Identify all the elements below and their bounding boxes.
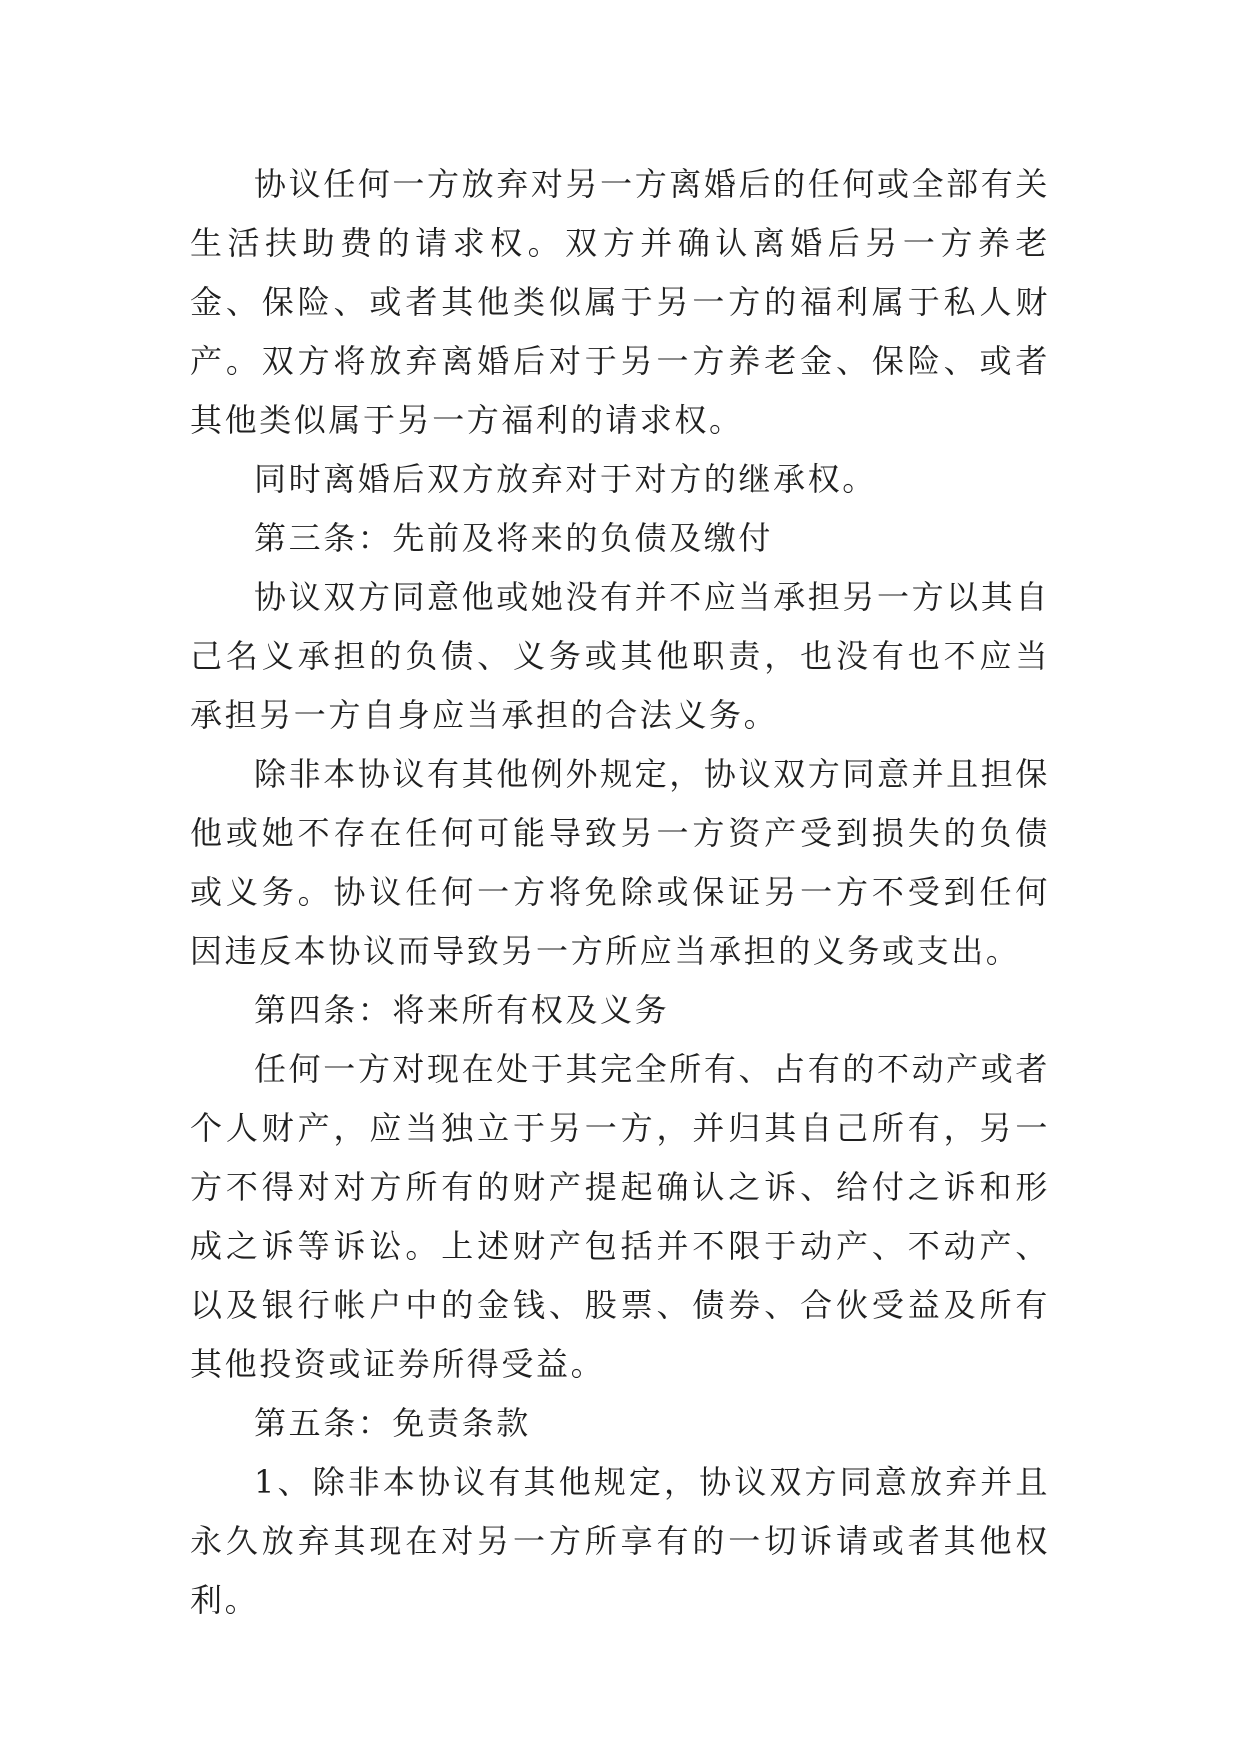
paragraph-alimony-waiver: 协议任何一方放弃对另一方离婚后的任何或全部有关生活扶助费的请求权。双方并确认离婚后另一方养老金、保险、或者其他类似属于另一方的福利属于私人财产。双方将放弃离婚后对于另一方养老金、保险、或者其他类似属于另一方福利的请求权。 <box>190 165 1050 439</box>
paragraph-inheritance-waiver: 同时离婚后双方放弃对于对方的继承权。 <box>254 460 877 498</box>
document-body <box>190 155 1050 1630</box>
article-5-heading: 第五条：免责条款 <box>254 1404 531 1442</box>
paragraph-article-4-ownership: 任何一方对现在处于其完全所有、占有的不动产或者个人财产，应当独立于另一方，并归其自己所有，另一方不得对对方所有的财产提起确认之诉、给付之诉和形成之诉等诉讼。上述财产包括并不限于动产、不动产、以及银行帐户中的金钱、股票、债券、合伙受益及所有其他投资或证券所得受益。 <box>190 1050 1050 1383</box>
paragraph-article-3-liabilities: 协议双方同意他或她没有并不应当承担另一方以其自己名义承担的负债、义务或其他职责，也没有也不应当承担另一方自身应当承担的合法义务。 <box>190 578 1050 734</box>
article-3-heading: 第三条：先前及将来的负债及缴付 <box>254 519 774 557</box>
paragraph-article-3-guarantee: 除非本协议有其他例外规定，协议双方同意并且担保他或她不存在任何可能导致另一方资产受到损失的负债或义务。协议任何一方将免除或保证另一方不受到任何因违反本协议而导致另一方所应当承担的义务或支出。 <box>190 755 1050 970</box>
paragraph-article-5-item-1: 1、除非本协议有其他规定，协议双方同意放弃并且永久放弃其现在对另一方所享有的一切诉请或者其他权利。 <box>190 1463 1050 1619</box>
article-4-heading: 第四条：将来所有权及义务 <box>254 991 670 1029</box>
